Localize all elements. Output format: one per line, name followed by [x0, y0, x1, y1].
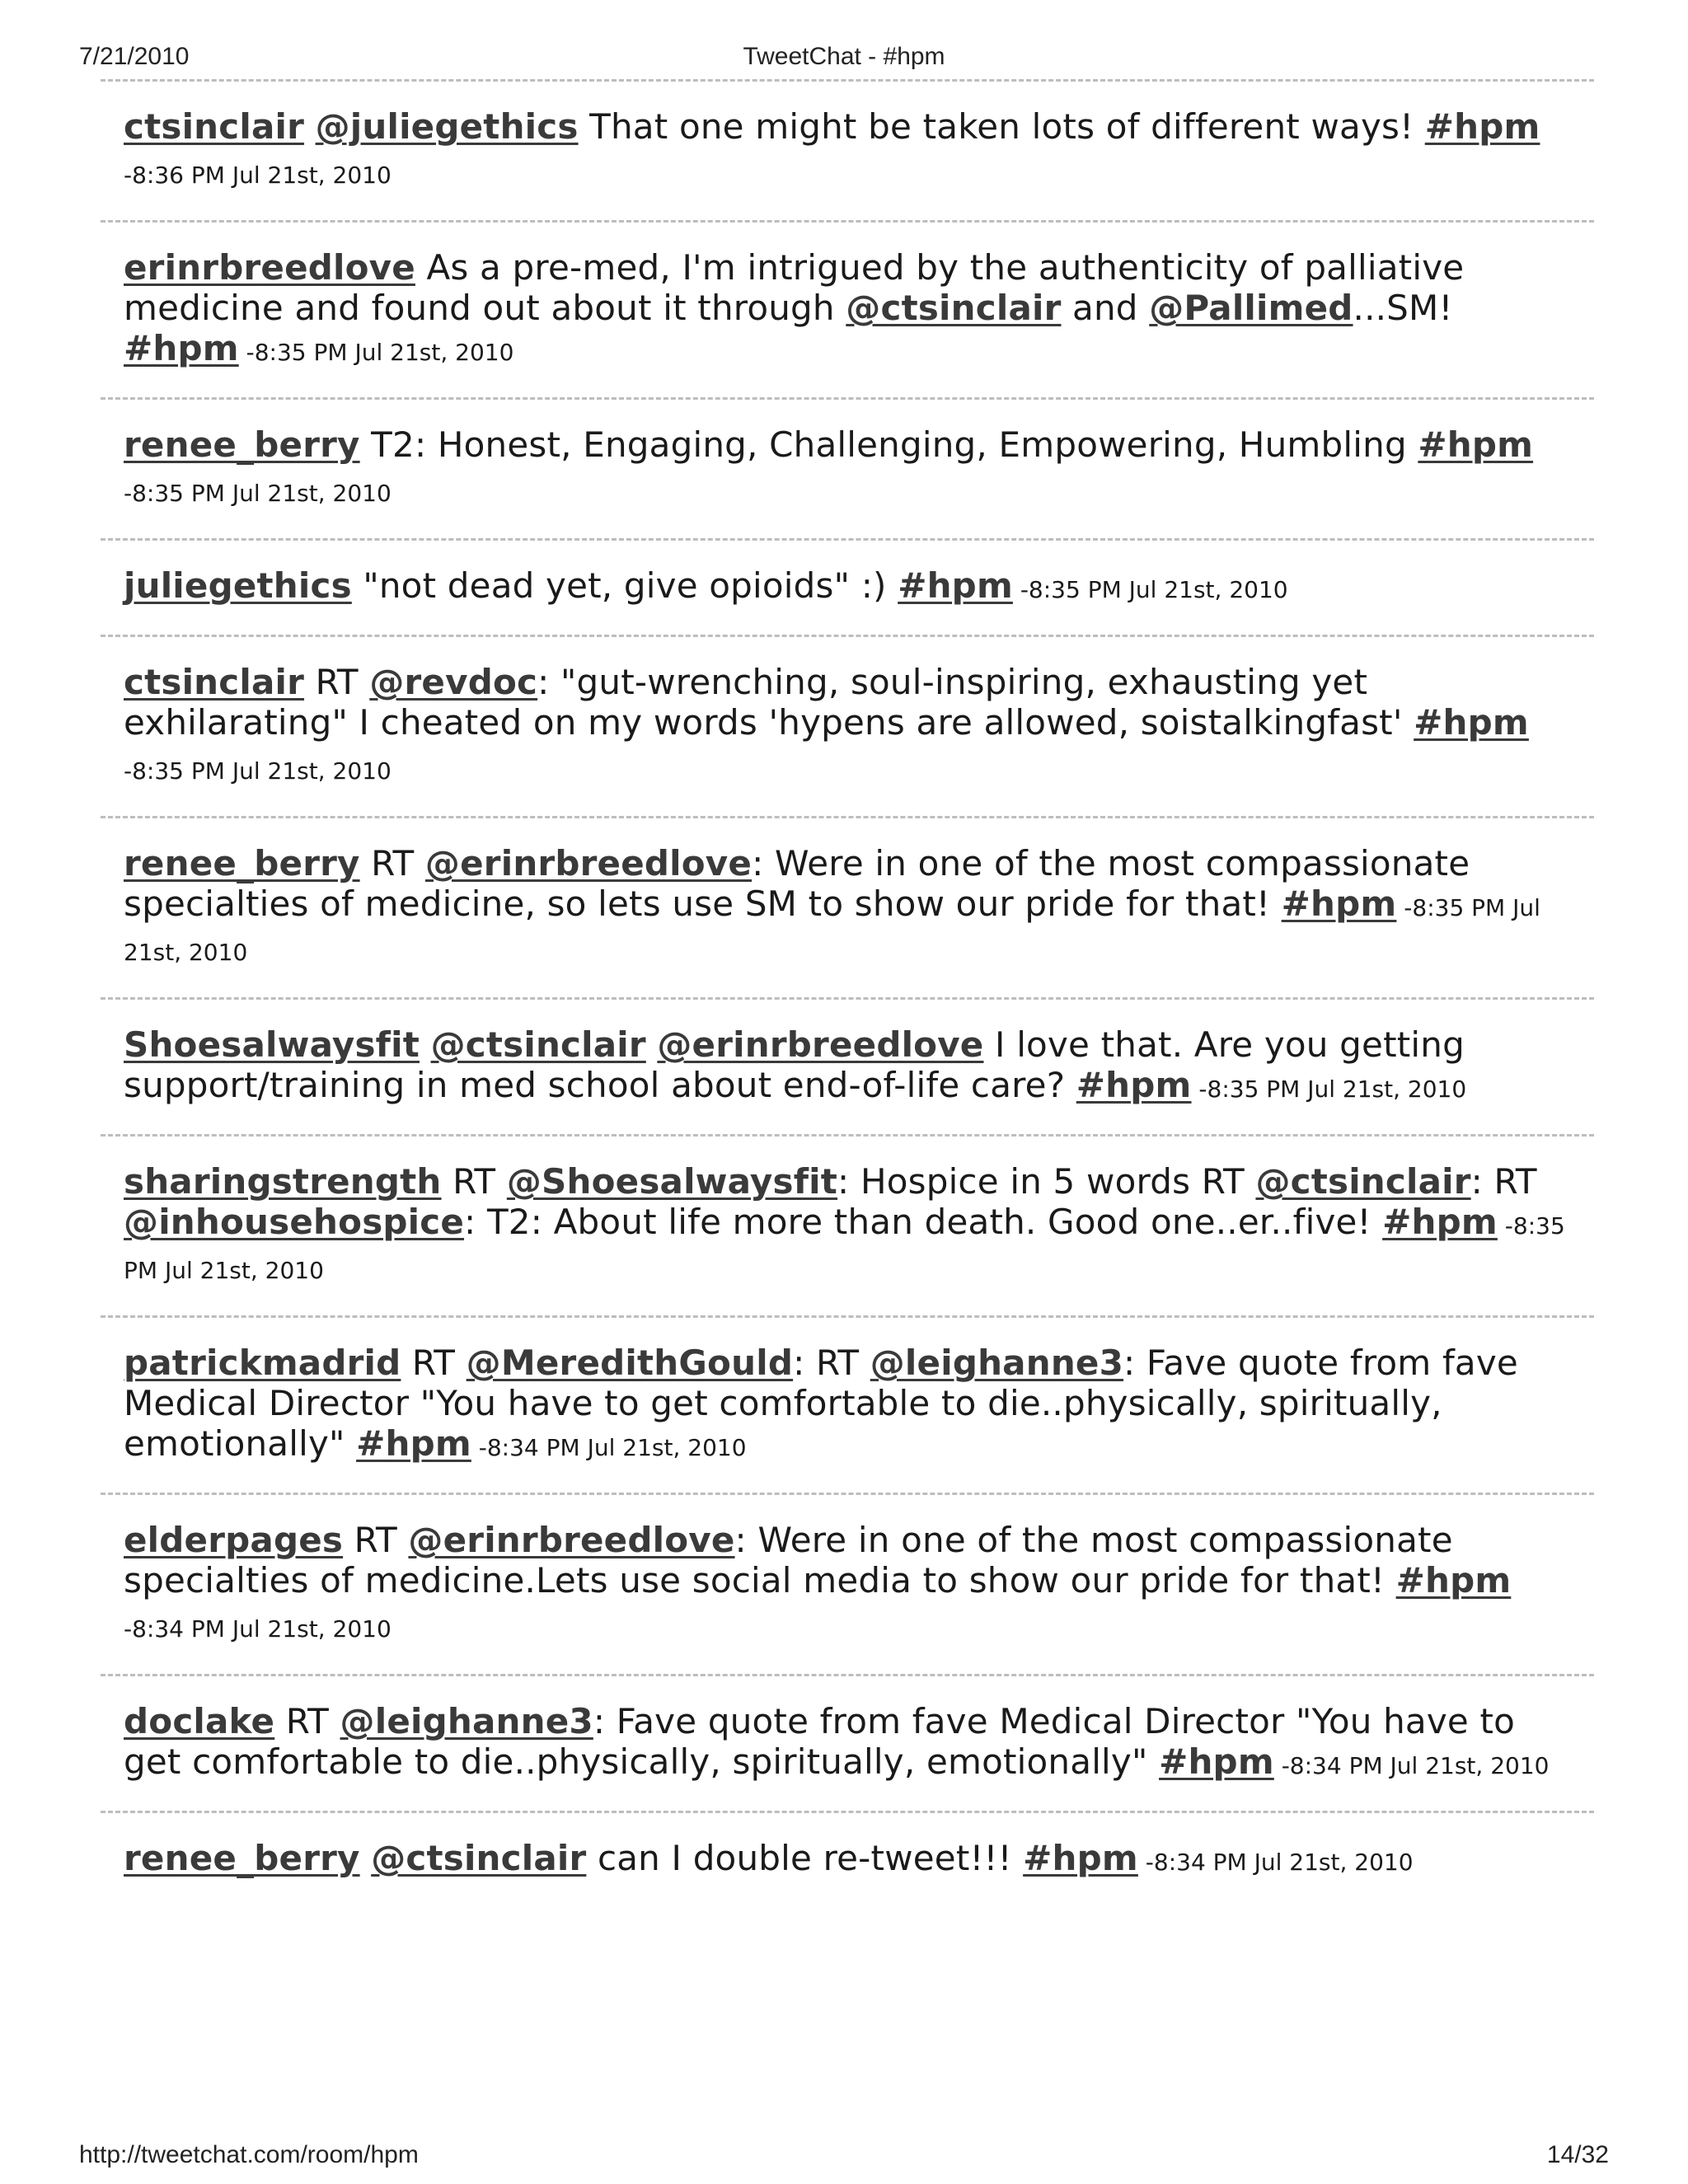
tweet-timestamp: -8:35 PM Jul 21st, 2010 [124, 757, 392, 785]
tweet-text: That one might be taken lots of different ways! [578, 106, 1425, 147]
tweet-hashtag-link[interactable]: #hpm [1076, 1065, 1192, 1105]
tweet-item [101, 1676, 1594, 1811]
tweet-item [101, 1813, 1594, 1907]
print-date: 7/21/2010 [79, 43, 190, 70]
tweet-mention-link[interactable]: @ctsinclair [846, 288, 1062, 328]
tweet-item [101, 541, 1594, 635]
tweet-mention-link[interactable]: @Pallimed [1149, 288, 1353, 328]
tweet-timestamp: -8:35 PM Jul 21st, 2010 [124, 894, 1540, 966]
tweet-mention-link[interactable]: @leighanne3 [870, 1343, 1124, 1383]
tweet-timestamp: -8:35 PM Jul 21st, 2010 [1012, 576, 1288, 603]
tweet-username-link[interactable]: renee_berry [124, 424, 360, 465]
tweet-text: : Fave quote from fave Medical Director "You have to get comfortable to die..physically, spiritually, emotionally" [124, 1343, 1518, 1464]
tweet-mention-link[interactable]: @erinrbreedlove [408, 1520, 735, 1560]
tweet-username-link[interactable]: Shoesalwaysfit [124, 1024, 420, 1065]
tweet-item [101, 1000, 1594, 1134]
tweet-text: : RT [793, 1343, 870, 1383]
tweet-item [101, 82, 1594, 220]
tweet-text: : Fave quote from fave Medical Director "You have to get comfortable to die..physically, spiritually, emotionally" [124, 1701, 1516, 1782]
tweet-hashtag-link[interactable]: #hpm [1418, 424, 1534, 465]
tweet-text: : Hospice in 5 words RT [837, 1161, 1256, 1202]
tweet-item [101, 637, 1594, 816]
tweet-username-link[interactable]: ctsinclair [124, 662, 305, 702]
tweet-text: : Were in one of the most compassionate specialties of medicine.Lets use social media to show our pride for that! [124, 1520, 1453, 1601]
page-number: 14/32 [1546, 2141, 1609, 2168]
tweet-item [101, 818, 1594, 997]
tweet-text: T2: Honest, Engaging, Challenging, Empowering, Humbling [359, 424, 1418, 465]
tweet-mention-link[interactable]: @inhousehospice [124, 1202, 465, 1242]
tweet-hashtag-link[interactable]: #hpm [1281, 883, 1397, 924]
tweet-mention-link[interactable]: @leighanne3 [340, 1701, 593, 1741]
tweet-hashtag-link[interactable]: #hpm [1395, 1560, 1512, 1601]
tweet-text: : RT [1470, 1161, 1537, 1202]
tweet-mention-link[interactable]: @erinrbreedlove [424, 843, 753, 883]
tweet-item [101, 223, 1594, 397]
tweet-list [101, 79, 1594, 1907]
tweet-text: RT [441, 1161, 507, 1202]
tweet-text: RT [343, 1520, 409, 1560]
tweet-text: ...SM! [1353, 288, 1453, 328]
tweet-text [304, 106, 316, 147]
tweet-timestamp: -8:35 PM Jul 21st, 2010 [124, 1212, 1565, 1284]
tweet-username-link[interactable]: juliegethics [124, 565, 352, 606]
tweet-mention-link[interactable]: @revdoc [369, 662, 538, 702]
tweet-item [101, 1495, 1594, 1674]
tweet-hashtag-link[interactable]: #hpm [898, 565, 1013, 606]
tweet-hashtag-link[interactable]: #hpm [356, 1423, 471, 1464]
tweet-username-link[interactable]: erinrbreedlove [124, 247, 415, 288]
tweet-timestamp: -8:34 PM Jul 21st, 2010 [124, 1615, 392, 1643]
page-url: http://tweetchat.com/room/hpm [79, 2141, 419, 2168]
tweet-hashtag-link[interactable]: #hpm [1023, 1838, 1138, 1878]
tweet-hashtag-link[interactable]: #hpm [124, 328, 239, 368]
tweet-text: : T2: About life more than death. Good one..er..five! [464, 1202, 1383, 1242]
tweet-text: can I double re-tweet!!! [586, 1838, 1024, 1878]
tweet-timestamp: -8:35 PM Jul 21st, 2010 [238, 339, 514, 366]
tweet-mention-link[interactable]: @MeredithGould [466, 1343, 794, 1383]
tweet-username-link[interactable]: doclake [124, 1701, 275, 1741]
tweet-mention-link[interactable]: @ctsinclair [371, 1838, 587, 1878]
tweet-username-link[interactable]: renee_berry [124, 1838, 360, 1878]
tweet-text: RT [304, 662, 370, 702]
tweet-text: As a pre-med, I'm intrigued by the authenticity of palliative medicine and found out about it through [124, 247, 1465, 328]
tweet-text: and [1061, 288, 1150, 328]
tweet-username-link[interactable]: renee_berry [124, 843, 360, 883]
tweet-username-link[interactable]: patrickmadrid [124, 1343, 401, 1383]
tweet-hashtag-link[interactable]: #hpm [1382, 1202, 1498, 1242]
page-title: TweetChat - #hpm [743, 43, 945, 70]
tweet-item [101, 1137, 1594, 1315]
tweet-timestamp: -8:34 PM Jul 21st, 2010 [471, 1434, 747, 1461]
tweet-text [360, 1838, 372, 1878]
tweet-text [646, 1024, 658, 1065]
print-header [0, 43, 1688, 76]
tweet-hashtag-link[interactable]: #hpm [1424, 106, 1540, 147]
tweet-timestamp: -8:35 PM Jul 21st, 2010 [124, 480, 392, 507]
tweet-timestamp: -8:34 PM Jul 21st, 2010 [1137, 1849, 1414, 1876]
tweet-item [101, 400, 1594, 538]
tweet-mention-link[interactable]: @Shoesalwaysfit [506, 1161, 838, 1202]
tweet-mention-link[interactable]: @erinrbreedlove [657, 1024, 984, 1065]
tweet-text: RT [274, 1701, 340, 1741]
tweet-hashtag-link[interactable]: #hpm [1159, 1741, 1274, 1782]
tweet-timestamp: -8:36 PM Jul 21st, 2010 [124, 162, 392, 189]
tweet-text: RT [359, 843, 425, 883]
tweet-username-link[interactable]: elderpages [124, 1520, 344, 1560]
tweet-hashtag-link[interactable]: #hpm [1414, 702, 1529, 743]
tweet-mention-link[interactable]: @ctsinclair [1255, 1161, 1471, 1202]
tweet-username-link[interactable]: sharingstrength [124, 1161, 442, 1202]
tweet-timestamp: -8:35 PM Jul 21st, 2010 [1191, 1076, 1467, 1103]
tweet-mention-link[interactable]: @ctsinclair [430, 1024, 646, 1065]
tweet-mention-link[interactable]: @juliegethics [315, 106, 579, 147]
tweet-text: : Were in one of the most compassionate specialties of medicine, so lets use SM to show our pride for that! [124, 843, 1470, 924]
tweet-text [420, 1024, 431, 1065]
tweet-username-link[interactable]: ctsinclair [124, 106, 305, 147]
tweet-text: RT [401, 1343, 467, 1383]
tweet-timestamp: -8:34 PM Jul 21st, 2010 [1273, 1752, 1550, 1779]
tweet-text: I love that. Are you getting support/training in med school about end-of-life care? [124, 1024, 1465, 1105]
tweet-text: "not dead yet, give opioids" :) [351, 565, 898, 606]
tweet-text: : "gut-wrenching, soul-inspiring, exhausting yet exhilarating" I cheated on my words 'hypens are allowed, soistalkingfast' [124, 662, 1414, 743]
tweet-item [101, 1318, 1594, 1493]
